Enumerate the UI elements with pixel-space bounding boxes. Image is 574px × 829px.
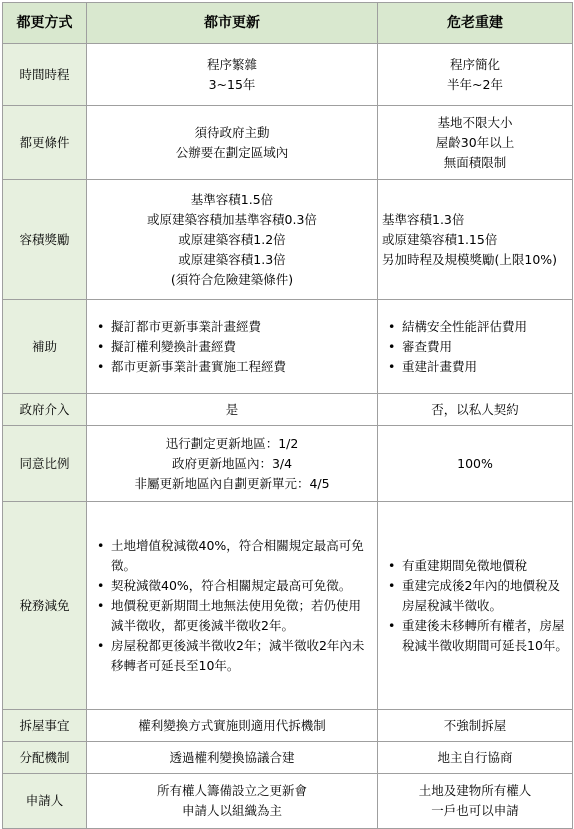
table-row	[3, 394, 573, 426]
bullet-list	[382, 556, 568, 656]
dangerous-cell	[378, 180, 573, 300]
cell-line: 100%	[457, 455, 493, 471]
dangerous-cell	[378, 742, 573, 774]
row-label: 時間時程	[3, 44, 87, 106]
table-row	[3, 300, 573, 394]
list-item: • 土地增值稅減徵40%，符合相關規定最高可免徵。	[111, 536, 373, 576]
list-item: • 房屋稅都更後減半徵收2年；減半徵收2年內未移轉者可延長至10年。	[111, 636, 373, 676]
dangerous-cell	[378, 106, 573, 180]
bullet-list	[91, 317, 373, 377]
cell-line: 透過權利變換協議合建	[169, 749, 295, 765]
cell-line: 或原建築容積加基準容積0.3倍	[147, 211, 317, 227]
row-label: 容積獎勵	[3, 180, 87, 300]
row-label: 拆屋事宜	[3, 710, 87, 742]
list-item: • 審查費用	[402, 337, 568, 357]
dangerous-cell	[378, 426, 573, 502]
dangerous-cell	[378, 774, 573, 829]
list-item: • 重建計畫費用	[402, 357, 568, 377]
cell-line: 政府更新地區內：3/4	[171, 455, 293, 471]
cell-line: 基地不限大小	[437, 114, 513, 130]
bullet-list	[91, 536, 373, 676]
table-row	[3, 426, 573, 502]
cell-line: 須待政府主動	[194, 124, 270, 140]
cell-line: 權利變換方式實施則適用代拆機制	[138, 717, 326, 733]
table-row	[3, 180, 573, 300]
dangerous-cell	[378, 502, 573, 710]
dangerous-cell	[378, 44, 573, 106]
urban-cell	[87, 106, 378, 180]
comparison-table	[2, 2, 573, 829]
bullet-list	[382, 317, 568, 377]
cell-line: 程序繁雜	[206, 56, 257, 72]
row-label: 都更條件	[3, 106, 87, 180]
dangerous-cell	[378, 394, 573, 426]
cell-line: 不強制拆屋	[443, 717, 507, 733]
cell-line: 否，以私人契約	[431, 401, 519, 417]
cell-line: 迅行劃定更新地區：1/2	[165, 435, 299, 451]
table-row	[3, 774, 573, 829]
list-item: • 重建後未移轉所有權者，房屋稅減半徵收期間可延長10年。	[402, 616, 568, 656]
urban-cell	[87, 742, 378, 774]
urban-cell	[87, 502, 378, 710]
table-row	[3, 106, 573, 180]
header-method: 都更方式	[3, 3, 87, 44]
header-row	[3, 3, 573, 44]
list-item: • 擬訂權利變換計畫經費	[111, 337, 373, 357]
urban-cell	[87, 394, 378, 426]
cell-line: 3~15年	[208, 76, 256, 92]
cell-line: 或原建築容積1.15倍	[382, 231, 498, 247]
list-item: • 都市更新事業計畫實施工程經費	[111, 357, 373, 377]
table-row	[3, 44, 573, 106]
cell-line: 公辦要在劃定區域內	[175, 144, 289, 160]
cell-line: 一戶也可以申請	[431, 803, 519, 818]
cell-line: 程序簡化	[449, 56, 500, 72]
table-row	[3, 710, 573, 742]
list-item: • 契稅減徵40%，符合相關規定最高可免徵。	[111, 576, 373, 596]
cell-line: 或原建築容積1.3倍	[178, 251, 286, 267]
table-row	[3, 742, 573, 774]
row-label: 申請人	[3, 774, 87, 829]
cell-line: 地主自行協商	[437, 749, 513, 765]
cell-line: 另加時程及規模獎勵(上限10%)	[382, 251, 558, 267]
cell-line: 半年~2年	[447, 76, 503, 92]
cell-line: 無面積限制	[443, 154, 507, 170]
cell-line: 土地及建物所有權人	[418, 783, 532, 798]
row-label: 分配機制	[3, 742, 87, 774]
list-item: • 重建完成後2年內的地價稅及房屋稅減半徵收。	[402, 576, 568, 616]
row-label: 同意比例	[3, 426, 87, 502]
header-urban-renewal: 都市更新	[87, 3, 378, 44]
dangerous-cell	[378, 710, 573, 742]
list-item: • 有重建期間免徵地價稅	[402, 556, 568, 576]
row-label: 補助	[3, 300, 87, 394]
cell-line: 所有權人籌備設立之更新會	[156, 783, 307, 798]
cell-line: 或原建築容積1.2倍	[178, 231, 286, 247]
list-item: • 結構安全性能評估費用	[402, 317, 568, 337]
cell-line: 非屬更新地區內自劃更新單元：4/5	[134, 475, 330, 491]
table-row	[3, 502, 573, 710]
urban-cell	[87, 180, 378, 300]
cell-line: 是	[225, 401, 239, 417]
dangerous-cell	[378, 300, 573, 394]
urban-cell	[87, 710, 378, 742]
urban-cell	[87, 774, 378, 829]
urban-cell	[87, 300, 378, 394]
header-dangerous-rebuild: 危老重建	[378, 3, 573, 44]
row-label: 稅務減免	[3, 502, 87, 710]
row-label: 政府介入	[3, 394, 87, 426]
cell-line: 申請人以組織為主	[181, 803, 282, 818]
cell-line: 屋齡30年以上	[435, 134, 515, 150]
cell-line: 基準容積1.3倍	[382, 211, 465, 227]
urban-cell	[87, 44, 378, 106]
cell-line: 基準容積1.5倍	[190, 191, 274, 207]
list-item: • 地價稅更新期間土地無法使用免徵；若仍使用減半徵收，都更後減半徵收2年。	[111, 596, 373, 636]
list-item: • 擬訂都市更新事業計畫經費	[111, 317, 373, 337]
urban-cell	[87, 426, 378, 502]
cell-line: (須符合危險建築條件)	[170, 271, 294, 287]
